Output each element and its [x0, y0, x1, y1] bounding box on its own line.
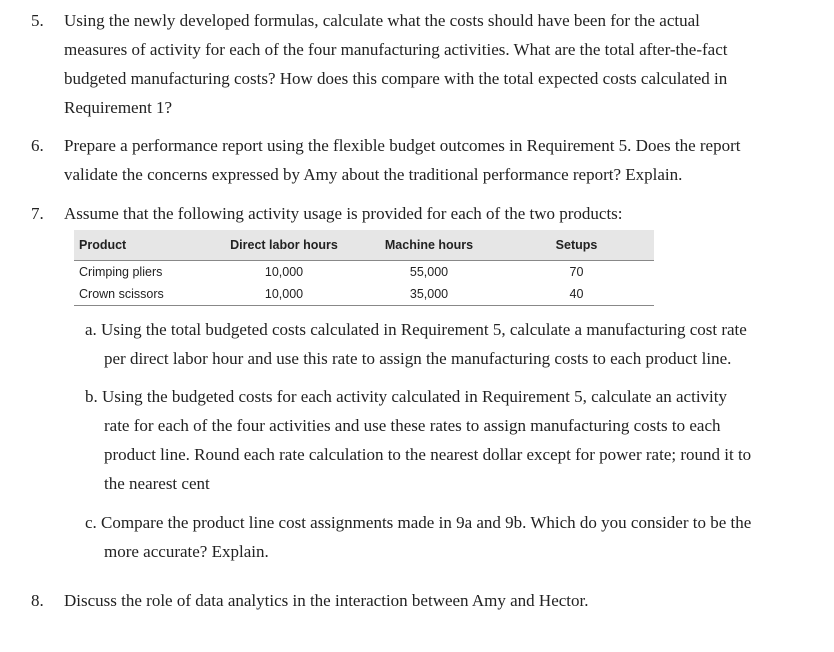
column-header-setups: Setups — [499, 230, 654, 261]
sub-question-b — [85, 382, 800, 498]
sub-question-text-line: rate for each of the four activities and use these rates to assign manufacturing costs to each — [104, 416, 721, 435]
question-text-line: Prepare a performance report using the flexible budget outcomes in Requirement 5. Does the report — [64, 136, 741, 155]
question-text-line: Using the newly developed formulas, calculate what the costs should have been for the actual — [64, 11, 700, 30]
question-text-line: Requirement 1? — [64, 98, 173, 117]
sub-question-text-line: per direct labor hour and use this rate to assign the manufacturing costs to each product line. — [104, 349, 732, 368]
question-text-line: Discuss the role of data analytics in the interaction between Amy and Hector. — [64, 591, 589, 610]
column-header-product: Product — [74, 230, 209, 261]
table-cell: Crimping pliers — [79, 265, 163, 279]
sub-question-text-line: b. Using the budgeted costs for each activity calculated in Requirement 5, calculate an activity — [85, 387, 727, 406]
table-row — [74, 283, 654, 306]
question-number: 5. — [31, 11, 44, 30]
column-header-machine-hours: Machine hours — [359, 230, 499, 261]
sub-question-text-line: a. Using the total budgeted costs calculated in Requirement 5, calculate a manufacturing cost rate — [85, 320, 747, 339]
table-cell: 40 — [499, 283, 654, 306]
sub-question-text-line: more accurate? Explain. — [104, 542, 269, 561]
table-row — [74, 261, 654, 284]
table-cell: 10,000 — [209, 283, 359, 306]
sub-question-text-line: c. Compare the product line cost assignments made in 9a and 9b. Which do you consider to be the — [85, 513, 752, 532]
question-text-line: validate the concerns expressed by Amy about the traditional performance report? Explain. — [64, 165, 683, 184]
column-header-direct-labor-hours: Direct labor hours — [209, 230, 359, 261]
question-text-line: measures of activity for each of the four manufacturing activities. What are the total after-the-fact — [64, 40, 728, 59]
question-number: 8. — [31, 591, 44, 610]
question-number: 7. — [31, 204, 44, 223]
table-header-row — [74, 230, 654, 261]
sub-question-a — [85, 315, 800, 373]
table-cell: 70 — [569, 265, 584, 279]
question-number: 6. — [31, 136, 44, 155]
table-cell: 10,000 — [264, 265, 304, 279]
sub-question-c — [85, 508, 800, 566]
question-text-line: budgeted manufacturing costs? How does this compare with the total expected costs calculated in — [64, 69, 728, 88]
sub-question-text-line: product line. Round each rate calculation to the nearest dollar except for power rate; round it to — [104, 445, 752, 464]
table-cell: Crown scissors — [74, 283, 209, 306]
question-text-line: Assume that the following activity usage is provided for each of the two products: — [64, 204, 623, 223]
table-cell: 55,000 — [409, 265, 449, 279]
table-cell: 35,000 — [359, 283, 499, 306]
sub-question-text-line: the nearest cent — [104, 474, 210, 493]
activity-usage-table — [74, 230, 654, 306]
